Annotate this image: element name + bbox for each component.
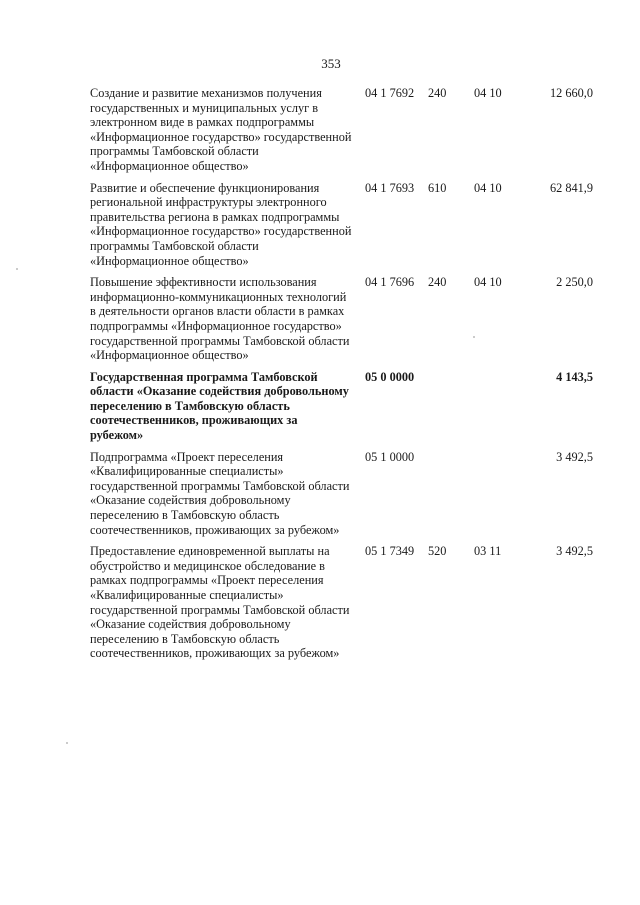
row-expense-type: 240 <box>428 86 447 100</box>
row-amount: 3 492,5 <box>556 449 593 464</box>
row-amount: 62 841,9 <box>549 180 593 195</box>
row-amount: 4 143,5 <box>556 369 593 384</box>
row-section: 03 11 <box>474 544 502 559</box>
table-row <box>0 86 640 174</box>
row-target-code: 04 1 7693 <box>365 180 415 195</box>
row-description: Предоставление единовременной выплаты на обустройство и медицинское обследование в рамках подпрограммы «Проект переселения «Квалифицированные специалисты» государственной программы Тамбовской области «Оказание содействия добровольному переселению в Тамбовскую область соотечественников, проживающих за рубежом» <box>90 544 350 661</box>
row-amount: 12 660,0 <box>549 86 593 100</box>
row-target-code: 05 1 0000 <box>365 449 415 464</box>
table-row <box>0 450 640 538</box>
scan-speck <box>66 742 68 744</box>
row-amount: 2 250,0 <box>556 275 593 290</box>
row-target-code: 04 1 7692 <box>365 86 415 100</box>
row-description: Создание и развитие механизмов получения государственных и муниципальных услуг в электронном виде в рамках подпрограммы «Информационное государство» государственной программы Тамбовской области «Информационное общество» <box>90 86 352 173</box>
row-target-code: 05 0 0000 <box>365 369 415 384</box>
row-expense-type: 240 <box>428 275 447 290</box>
page-number: 353 <box>321 56 341 71</box>
budget-table <box>0 86 640 668</box>
row-section: 04 10 <box>474 275 502 290</box>
table-row <box>0 275 640 363</box>
scan-speck <box>16 268 18 270</box>
row-target-code: 04 1 7696 <box>365 275 415 290</box>
row-description: Повышение эффективности использования информационно-коммуникационных технологий в деятельности органов власти области в рамках подпрограммы «Информационное государство» государственной программы Тамбовской области «Информационное общество» <box>90 275 350 363</box>
row-section: 04 10 <box>474 180 502 195</box>
row-amount: 3 492,5 <box>556 544 593 559</box>
row-section: 04 10 <box>474 86 502 100</box>
row-description: Подпрограмма «Проект переселения «Квалифицированные специалисты» государственной программы Тамбовской области «Оказание содействия добровольному переселению в Тамбовскую область соотечественников, проживающих за рубежом» <box>90 449 350 537</box>
table-row <box>0 370 640 443</box>
row-expense-type: 610 <box>428 180 447 195</box>
table-row <box>0 181 640 269</box>
row-target-code: 05 1 7349 <box>365 544 415 559</box>
scan-speck <box>473 336 475 338</box>
row-expense-type: 520 <box>428 544 447 559</box>
table-row <box>0 544 640 661</box>
row-description: Государственная программа Тамбовской области «Оказание содействия добровольному переселению в Тамбовскую область соотечественников, проживающих за рубежом» <box>90 369 349 443</box>
row-description: Развитие и обеспечение функционирования региональной инфраструктуры электронного правительства региона в рамках подпрограммы «Информационное государство» государственной программы Тамбовской области «Информационное общество» <box>90 180 352 268</box>
